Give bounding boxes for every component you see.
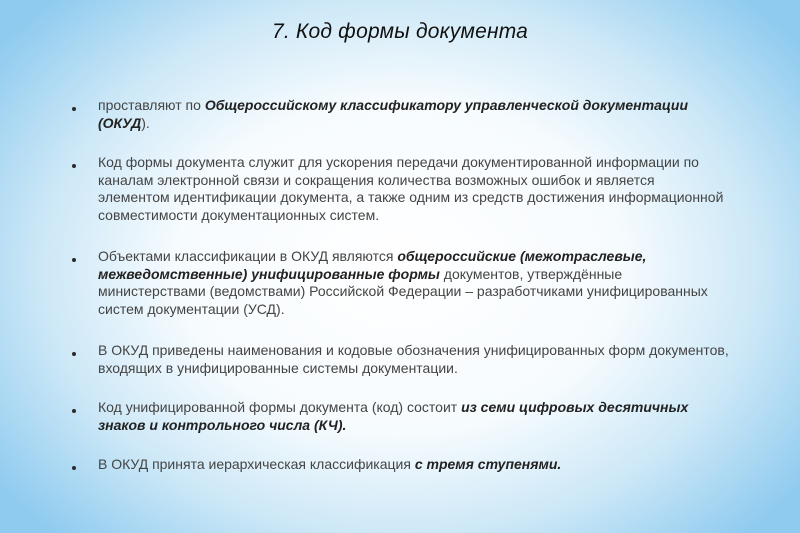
slide-title: 7. Код формы документа <box>271 20 529 43</box>
bullet-text: В ОКУД принята иерархическая классификация <box>98 456 415 472</box>
bullet-emphasis: из семи цифровых десятичных знаков и контрольного числа (КЧ). <box>98 399 689 433</box>
bullet-dot <box>72 352 76 356</box>
bullet-code-purpose <box>70 154 730 224</box>
bullet-code-structure <box>70 399 730 434</box>
bullet-emphasis: общероссийские (межотраслевые, межведомственные) унифицированные формы <box>98 248 647 282</box>
bullet-dot <box>72 164 76 168</box>
bullet-text: ). <box>141 114 150 131</box>
bullet-dot <box>72 409 76 413</box>
bullet-text: Код формы документа служит для ускорения передачи документированной информации по каналам электронной связи и сокращения количества возможных ошибок и является элементом идентификации документа, а также одним из средств достижения информационной совместимости документационных систем. <box>98 154 724 223</box>
bullet-emphasis: Общероссийскому классификатору управленческой документации (ОКУД <box>98 97 689 131</box>
bullet-emphasis: с тремя ступенями. <box>414 456 562 472</box>
bullet-okud-reference <box>70 97 730 132</box>
bullet-text: В ОКУД приведены наименования и кодовые обозначения унифицированных форм документов, входящих в унифицированные системы документации. <box>98 342 729 376</box>
bullet-text: документов, утверждённые министерствами (ведомствами) Российской Федерации – разработчиками унифицированных систем документации (УСД). <box>98 265 708 317</box>
bullet-okud-contents <box>70 342 730 377</box>
bullet-hierarchy <box>70 456 730 474</box>
bullet-text: Код унифицированной формы документа (код) состоит <box>98 399 462 415</box>
bullet-text: проставляют по <box>98 97 205 113</box>
bullet-dot <box>72 466 76 470</box>
bullet-dot <box>72 107 76 111</box>
bullet-classification-objects <box>70 248 730 318</box>
bullet-dot <box>72 258 76 262</box>
bullet-text: Объектами классификации в ОКУД являются <box>98 248 398 264</box>
